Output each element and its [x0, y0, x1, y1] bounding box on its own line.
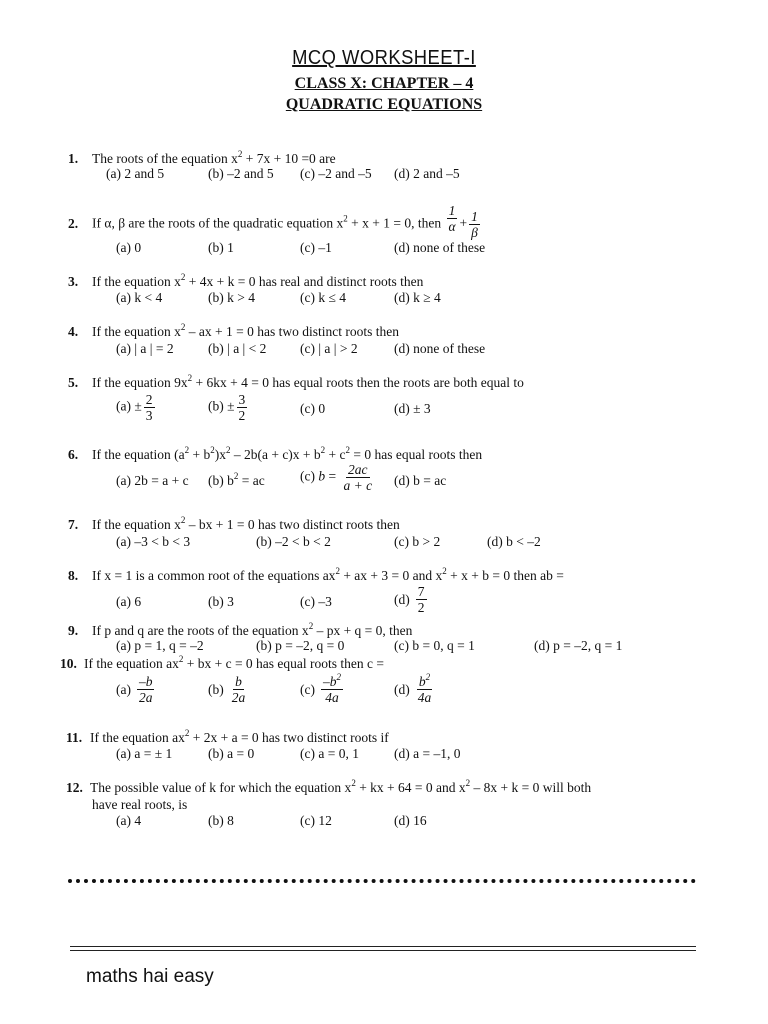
question-12: 12. The possible value of k for which the equation $x^2$ + kx + 64 = 0 and $x^2 - 8x + k = 0$ will both [66, 778, 592, 795]
exponent: 2 [180, 322, 186, 332]
question-5 [68, 374, 708, 391]
option-b: (b) 8 [208, 813, 234, 828]
topic-heading: QUADRATIC EQUATIONS [285, 96, 483, 113]
option-c: (c) 0 [300, 401, 326, 416]
option-c: (c) b > 2 [394, 534, 441, 549]
class-chapter-heading: CLASS X: CHAPTER – 4 [294, 75, 474, 92]
footer-text: maths hai easy [86, 966, 214, 987]
option-b: (b) ± $\frac{3}{2}$ [208, 392, 246, 423]
option-d: (d) 2 and –5 [394, 166, 460, 181]
option-b: (b) 3 [208, 594, 234, 609]
exponent: 2 [187, 373, 193, 383]
question-text: + bx + c = 0 has equal roots then c = [183, 656, 385, 671]
question-number: 1. [68, 151, 79, 166]
option-b: (b) | a | < 2 [208, 341, 267, 356]
question-text: If α, β are the roots of the quadratic equation x [92, 215, 344, 231]
question-text: + x + 1 = 0, then [347, 215, 442, 231]
option-c: (c) 12 [300, 813, 332, 828]
option-d: (d) $\frac{7}{2}$ [394, 584, 425, 615]
question-4 [68, 323, 708, 340]
question-text: + 6kx + 4 = 0 has equal roots then the roots are both equal to [192, 375, 524, 390]
question-text: If the equation x [92, 517, 181, 532]
option-c: (c) $\frac{-b^2}{4a}$ [300, 672, 341, 705]
option-a: (a) k < 4 [116, 290, 163, 305]
option-c: (c) k ≤ 4 [300, 290, 347, 305]
question-text: + 2x + a = 0 has two distinct roots if [189, 730, 389, 745]
option-a: (a) 4 [116, 813, 142, 828]
question-number: 9. [68, 623, 79, 638]
fraction-one-over-beta: $\frac{1}{\beta}$ [471, 209, 478, 240]
question-3 [68, 273, 708, 290]
question-11 [68, 729, 708, 746]
question-text: – px + q = 0, then [313, 623, 413, 638]
option-d: (d) none of these [394, 341, 486, 356]
question-6: 6. If the equation $(a^2 + b^2)x^2 - 2b(a + c)x + b^2 + c^2 = 0$ has equal roots then [68, 445, 483, 462]
question-number: 8. [68, 568, 79, 583]
footer-rule [70, 946, 696, 947]
question-text: If the equation x [92, 324, 181, 339]
question-text: If the equation x [92, 274, 181, 289]
question-number: 4. [68, 324, 79, 339]
question-2 [68, 203, 708, 240]
exponent: 2 [178, 654, 184, 664]
question-number: 12. [66, 780, 83, 795]
option-a: (a) 2 and 5 [106, 166, 165, 181]
question-7 [68, 516, 708, 533]
option-d: (d) b = ac [394, 473, 447, 488]
worksheet-title: MCQ WORKSHEET-I [292, 47, 476, 69]
option-c: (c) a = 0, 1 [300, 746, 359, 761]
option-d: (d) $\frac{b^2}{4a}$ [394, 672, 432, 705]
dotted-separator [68, 879, 696, 887]
option-c: (c) –1 [300, 240, 332, 255]
question-number: 7. [68, 517, 79, 532]
question-8: 8. If x = 1 is a common root of the equations $ax^2$ + ax + 3 = 0 and $x^2 + x + b = 0$ then ab = [68, 566, 564, 583]
question-text: – ax + 1 = 0 has two distinct roots then [185, 324, 399, 339]
question-text: If the equation ax [90, 730, 185, 745]
question-text: + 4x + k = 0 has real and distinct roots then [185, 274, 424, 289]
option-b: (b) p = –2, q = 0 [256, 638, 345, 653]
question-number: 6. [68, 447, 79, 462]
question-text: If the equation 9x [92, 375, 188, 390]
option-b: (b) $\frac{b}{2a}$ [208, 674, 246, 705]
option-d: (d) b < –2 [487, 534, 541, 549]
exponent: 2 [180, 272, 186, 282]
exponent: 2 [184, 728, 190, 738]
option-b: (b) k > 4 [208, 290, 255, 305]
option-b: (b) –2 and 5 [208, 166, 274, 181]
question-number: 11. [66, 730, 83, 745]
option-a: (a) 6 [116, 594, 142, 609]
option-b: (b) $b^2$ = ac [208, 471, 265, 488]
question-text: If p and q are the roots of the equation x [92, 623, 309, 638]
question-text: + 7x + 10 =0 are [242, 151, 336, 166]
question-10 [60, 654, 708, 672]
footer-rule [70, 950, 696, 951]
option-c: (c) –2 and –5 [300, 166, 372, 181]
exponent: 2 [308, 621, 314, 631]
option-a: (a) a = ± 1 [116, 746, 173, 761]
question-number: 2. [68, 215, 79, 231]
option-b: (b) a = 0 [208, 746, 255, 761]
question-text: The roots of the equation x [92, 151, 238, 166]
option-a: (a) | a | = 2 [116, 341, 174, 356]
question-1 [68, 150, 708, 167]
exponent: 2 [180, 515, 186, 525]
question-number: 3. [68, 274, 79, 289]
question-number: 10. [60, 656, 77, 671]
option-c: (c) b = $\frac{2ac}{a + c}$ [300, 462, 373, 493]
option-d: (d) p = –2, q = 1 [534, 638, 623, 653]
option-d: (d) none of these [394, 240, 486, 255]
option-a: (a) 2b = a + c [116, 473, 189, 488]
exponent: 2 [237, 149, 243, 159]
question-text: If the equation ax [84, 656, 179, 671]
option-c: (c) –3 [300, 594, 332, 609]
option-a: (a) 0 [116, 240, 142, 255]
option-d: (d) 16 [394, 813, 427, 828]
option-a: (a) –3 < b < 3 [116, 534, 191, 549]
exponent: 2 [343, 213, 348, 224]
option-b: (b) –2 < b < 2 [256, 534, 331, 549]
option-d: (d) k ≥ 4 [394, 290, 441, 305]
option-c: (c) b = 0, q = 1 [394, 638, 475, 653]
option-d: (d) a = –1, 0 [394, 746, 461, 761]
question-9 [68, 622, 708, 639]
option-a: (a) $\frac{-b}{2a}$ [116, 674, 153, 705]
option-a: (a) ± $\frac{2}{3}$ [116, 392, 153, 423]
question-12-continuation: have real roots, is [92, 797, 188, 812]
option-a: (a) p = 1, q = –2 [116, 638, 204, 653]
option-c: (c) | a | > 2 [300, 341, 358, 356]
option-d: (d) ± 3 [394, 401, 431, 416]
option-b: (b) 1 [208, 240, 234, 255]
fraction-one-over-alpha: $\frac{1}{\alpha}$ [448, 203, 456, 234]
plus-sign: + [459, 215, 468, 231]
question-text: – bx + 1 = 0 has two distinct roots then [185, 517, 400, 532]
question-number: 5. [68, 375, 79, 390]
